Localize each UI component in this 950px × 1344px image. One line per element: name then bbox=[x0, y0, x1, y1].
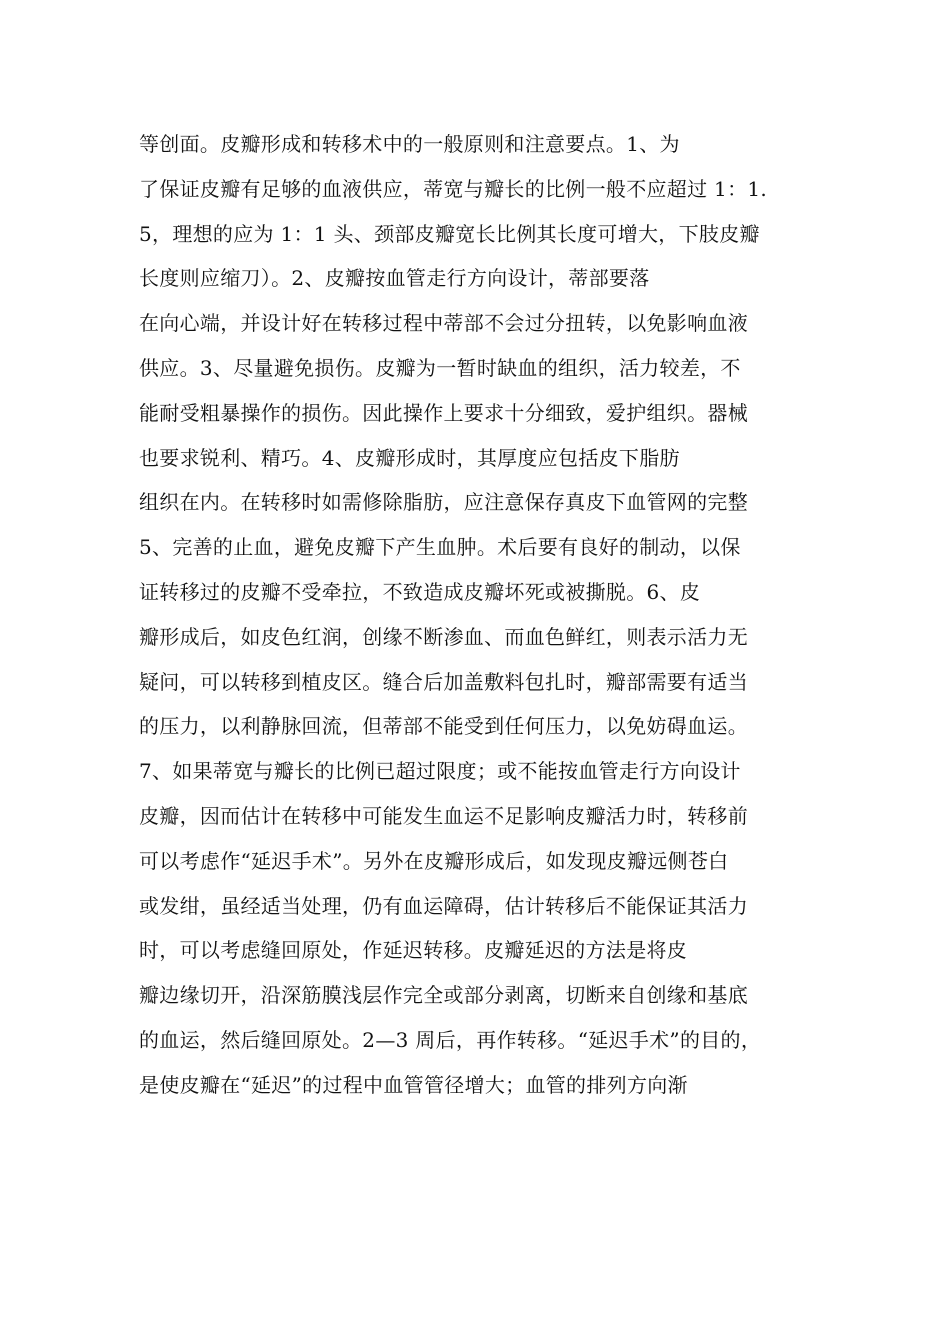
text-line: 5，理想的应为 1：1 头、颈部皮瓣宽长比例其长度可增大，下肢皮瓣 bbox=[139, 221, 760, 246]
text-line: 供应。3、尽量避免损伤。皮瓣为一暂时缺血的组织，活力较差，不 bbox=[139, 355, 741, 380]
text-line: 皮瓣，因而估计在转移中可能发生血运不足影响皮瓣活力时，转移前 bbox=[139, 803, 748, 828]
text-line: 等创面。皮瓣形成和转移术中的一般原则和注意要点。1、为 bbox=[139, 132, 680, 156]
text-line: 时，可以考虑缝回原处，作延迟转移。皮瓣延迟的方法是将皮 bbox=[139, 938, 688, 963]
text-line: 了保证皮瓣有足够的血液供应，蒂宽与瓣长的比例一般不应超过 1：1. bbox=[139, 176, 768, 201]
text-line: 能耐受粗暴操作的损伤。因此操作上要求十分细致，爱护组织。器械 bbox=[139, 400, 748, 425]
text-line: 在向心端，并设计好在转移过程中蒂部不会过分扭转，以免影响血液 bbox=[139, 311, 748, 336]
text-line: 长度则应缩刀）。2、皮瓣按血管走行方向设计，蒂部要落 bbox=[139, 266, 650, 291]
text-line: 疑问，可以转移到植皮区。缝合后加盖敷料包扎时，瓣部需要有适当 bbox=[139, 669, 748, 694]
text-line: 的血运，然后缝回原处。2—3 周后，再作转移。“延迟手术”的目的， bbox=[139, 1027, 762, 1052]
text-line: 可以考虑作“延迟手术”。另外在皮瓣形成后，如发现皮瓣远侧苍白 bbox=[139, 848, 729, 873]
text-line: 证转移过的皮瓣不受牵拉，不致造成皮瓣坏死或被撕脱。6、皮 bbox=[139, 579, 701, 604]
text-line: 瓣边缘切开，沿深筋膜浅层作完全或部分剥离，切断来自创缘和基底 bbox=[139, 983, 748, 1008]
text-line: 7、如果蒂宽与瓣长的比例已超过限度；或不能按血管走行方向设计 bbox=[139, 759, 741, 784]
text-line: 瓣形成后，如皮色红润，创缘不断渗血、而血色鲜红，则表示活力无 bbox=[139, 624, 748, 649]
text-line: 是使皮瓣在“延迟”的过程中血管管径增大；血管的排列方向渐 bbox=[139, 1072, 688, 1097]
text-line: 或发绀，虽经适当处理，仍有血运障碍，估计转移后不能保证其活力 bbox=[139, 893, 748, 918]
text-line: 的压力，以利静脉回流，但蒂部不能受到任何压力，以免妨碍血运。 bbox=[139, 714, 748, 739]
text-line: 也要求锐利、精巧。4、皮瓣形成时，其厚度应包括皮下脂肪 bbox=[139, 445, 680, 470]
body-text bbox=[139, 122, 839, 1108]
text-line: 5、完善的止血，避免皮瓣下产生血肿。术后要有良好的制动，以保 bbox=[139, 535, 741, 560]
text-line: 组织在内。在转移时如需修除脂肪，应注意保存真皮下血管网的完整 bbox=[139, 490, 748, 515]
